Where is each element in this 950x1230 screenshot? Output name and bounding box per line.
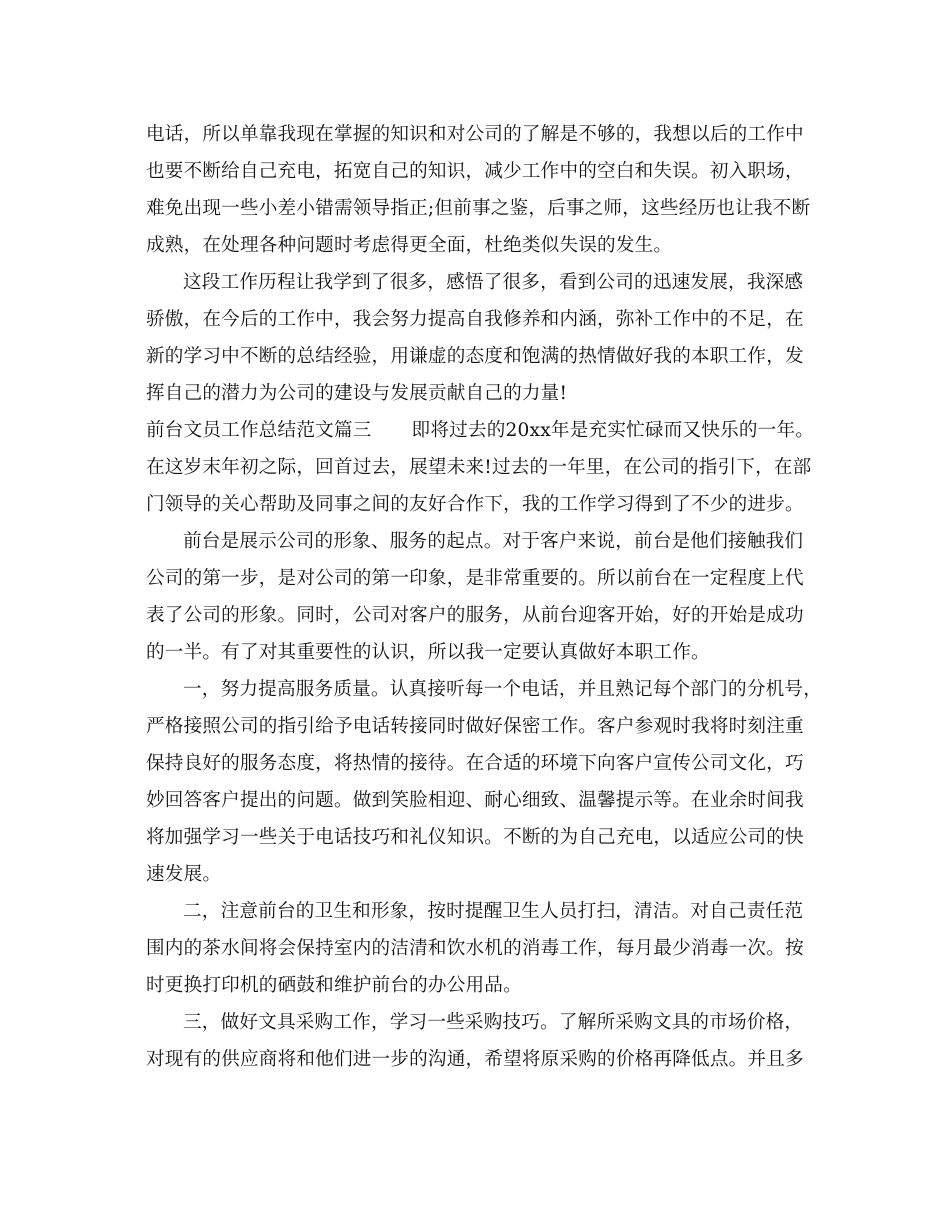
text-line: 围内的茶水间将会保持室内的洁清和饮水机的消毒工作，每月最少消毒一次。按 — [146, 938, 804, 959]
text-line: 严格接照公司的指引给予电话转接同时做好保密工作。客户参观时我将时刻注重 — [146, 716, 804, 737]
text-line: 二，注意前台的卫生和形象，按时提醒卫生人员打扫，清洁。对自己责任范 — [183, 901, 804, 922]
text-line: 公司的第一步，是对公司的第一印象，是非常重要的。所以前台在一定程度上代 — [146, 568, 804, 589]
text-line: 这段工作历程让我学到了很多，感悟了很多，看到公司的迅速发展，我深感 — [183, 272, 804, 293]
text-line: 挥自己的潜力为公司的建设与发展贡献自己的力量! — [146, 383, 568, 404]
text-line: 电话，所以单靠我现在掌握的知识和对公司的了解是不够的，我想以后的工作中 — [146, 124, 804, 145]
paragraph-1 — [146, 116, 810, 264]
document-body — [146, 116, 822, 1078]
text-line: 保持良好的服务态度，将热情的接待。在合适的环境下向客户宣传公司文化，巧 — [146, 753, 804, 774]
text-line: 前台是展示公司的形象、服务的起点。对于客户来说，前台是他们接触我们 — [183, 531, 804, 552]
paragraph-7 — [146, 1004, 810, 1078]
section-title-rest: 即将过去的20xx年是充实忙碌而又快乐的一年。 — [411, 420, 815, 441]
text-line: 骄傲，在今后的工作中，我会努力提高自我修养和内涵，弥补工作中的不足，在 — [146, 309, 804, 330]
paragraph-2 — [146, 264, 810, 412]
text-line: 新的学习中不断的总结经验，用谦虚的态度和饱满的热情做好我的本职工作，发 — [146, 346, 804, 367]
text-line: 时更换打印机的硒鼓和维护前台的办公用品。 — [146, 975, 522, 996]
text-line: 速发展。 — [146, 864, 222, 885]
paragraph-5 — [146, 671, 822, 893]
section-title: 前台文员工作总结范文篇三 — [146, 420, 372, 441]
section-title-line — [146, 412, 815, 449]
paragraph-4 — [146, 523, 810, 671]
text-line: 将加强学习一些关于电话技巧和礼仪知识。不断的为自己充电，以适应公司的快 — [146, 827, 804, 848]
text-line: 一，努力提高服务质量。认真接听每一个电话，并且熟记每个部门的分机号， — [183, 679, 822, 700]
text-line: 难免出现一些小差小错需领导指正;但前事之鉴，后事之师，这些经历也让我不断 — [146, 198, 811, 219]
paragraph-6 — [146, 893, 810, 1004]
text-line: 成熟，在处理各种问题时考虑得更全面，杜绝类似失误的发生。 — [146, 235, 673, 256]
text-line: 对现有的供应商将和他们进一步的沟通，希望将原采购的价格再降低点。并且多 — [146, 1049, 804, 1070]
text-line: 门领导的关心帮助及同事之间的友好合作下，我的工作学习得到了不少的进步。 — [146, 494, 804, 515]
text-line: 的一半。有了对其重要性的认识，所以我一定要认真做好本职工作。 — [146, 642, 710, 663]
text-line: 三，做好文具采购工作，学习一些采购技巧。了解所采购文具的市场价格， — [183, 1012, 804, 1033]
paragraph-3 — [146, 412, 815, 523]
text-line: 在这岁末年初之际，回首过去，展望未来!过去的一年里，在公司的指引下，在部 — [146, 457, 812, 478]
text-line: 表了公司的形象。同时，公司对客户的服务，从前台迎客开始，好的开始是成功 — [146, 605, 804, 626]
text-line: 也要不断给自己充电，拓宽自己的知识，减少工作中的空白和失误。初入职场， — [146, 161, 804, 182]
text-line: 妙回答客户提出的问题。做到笑脸相迎、耐心细致、温馨提示等。在业余时间我 — [146, 790, 804, 811]
